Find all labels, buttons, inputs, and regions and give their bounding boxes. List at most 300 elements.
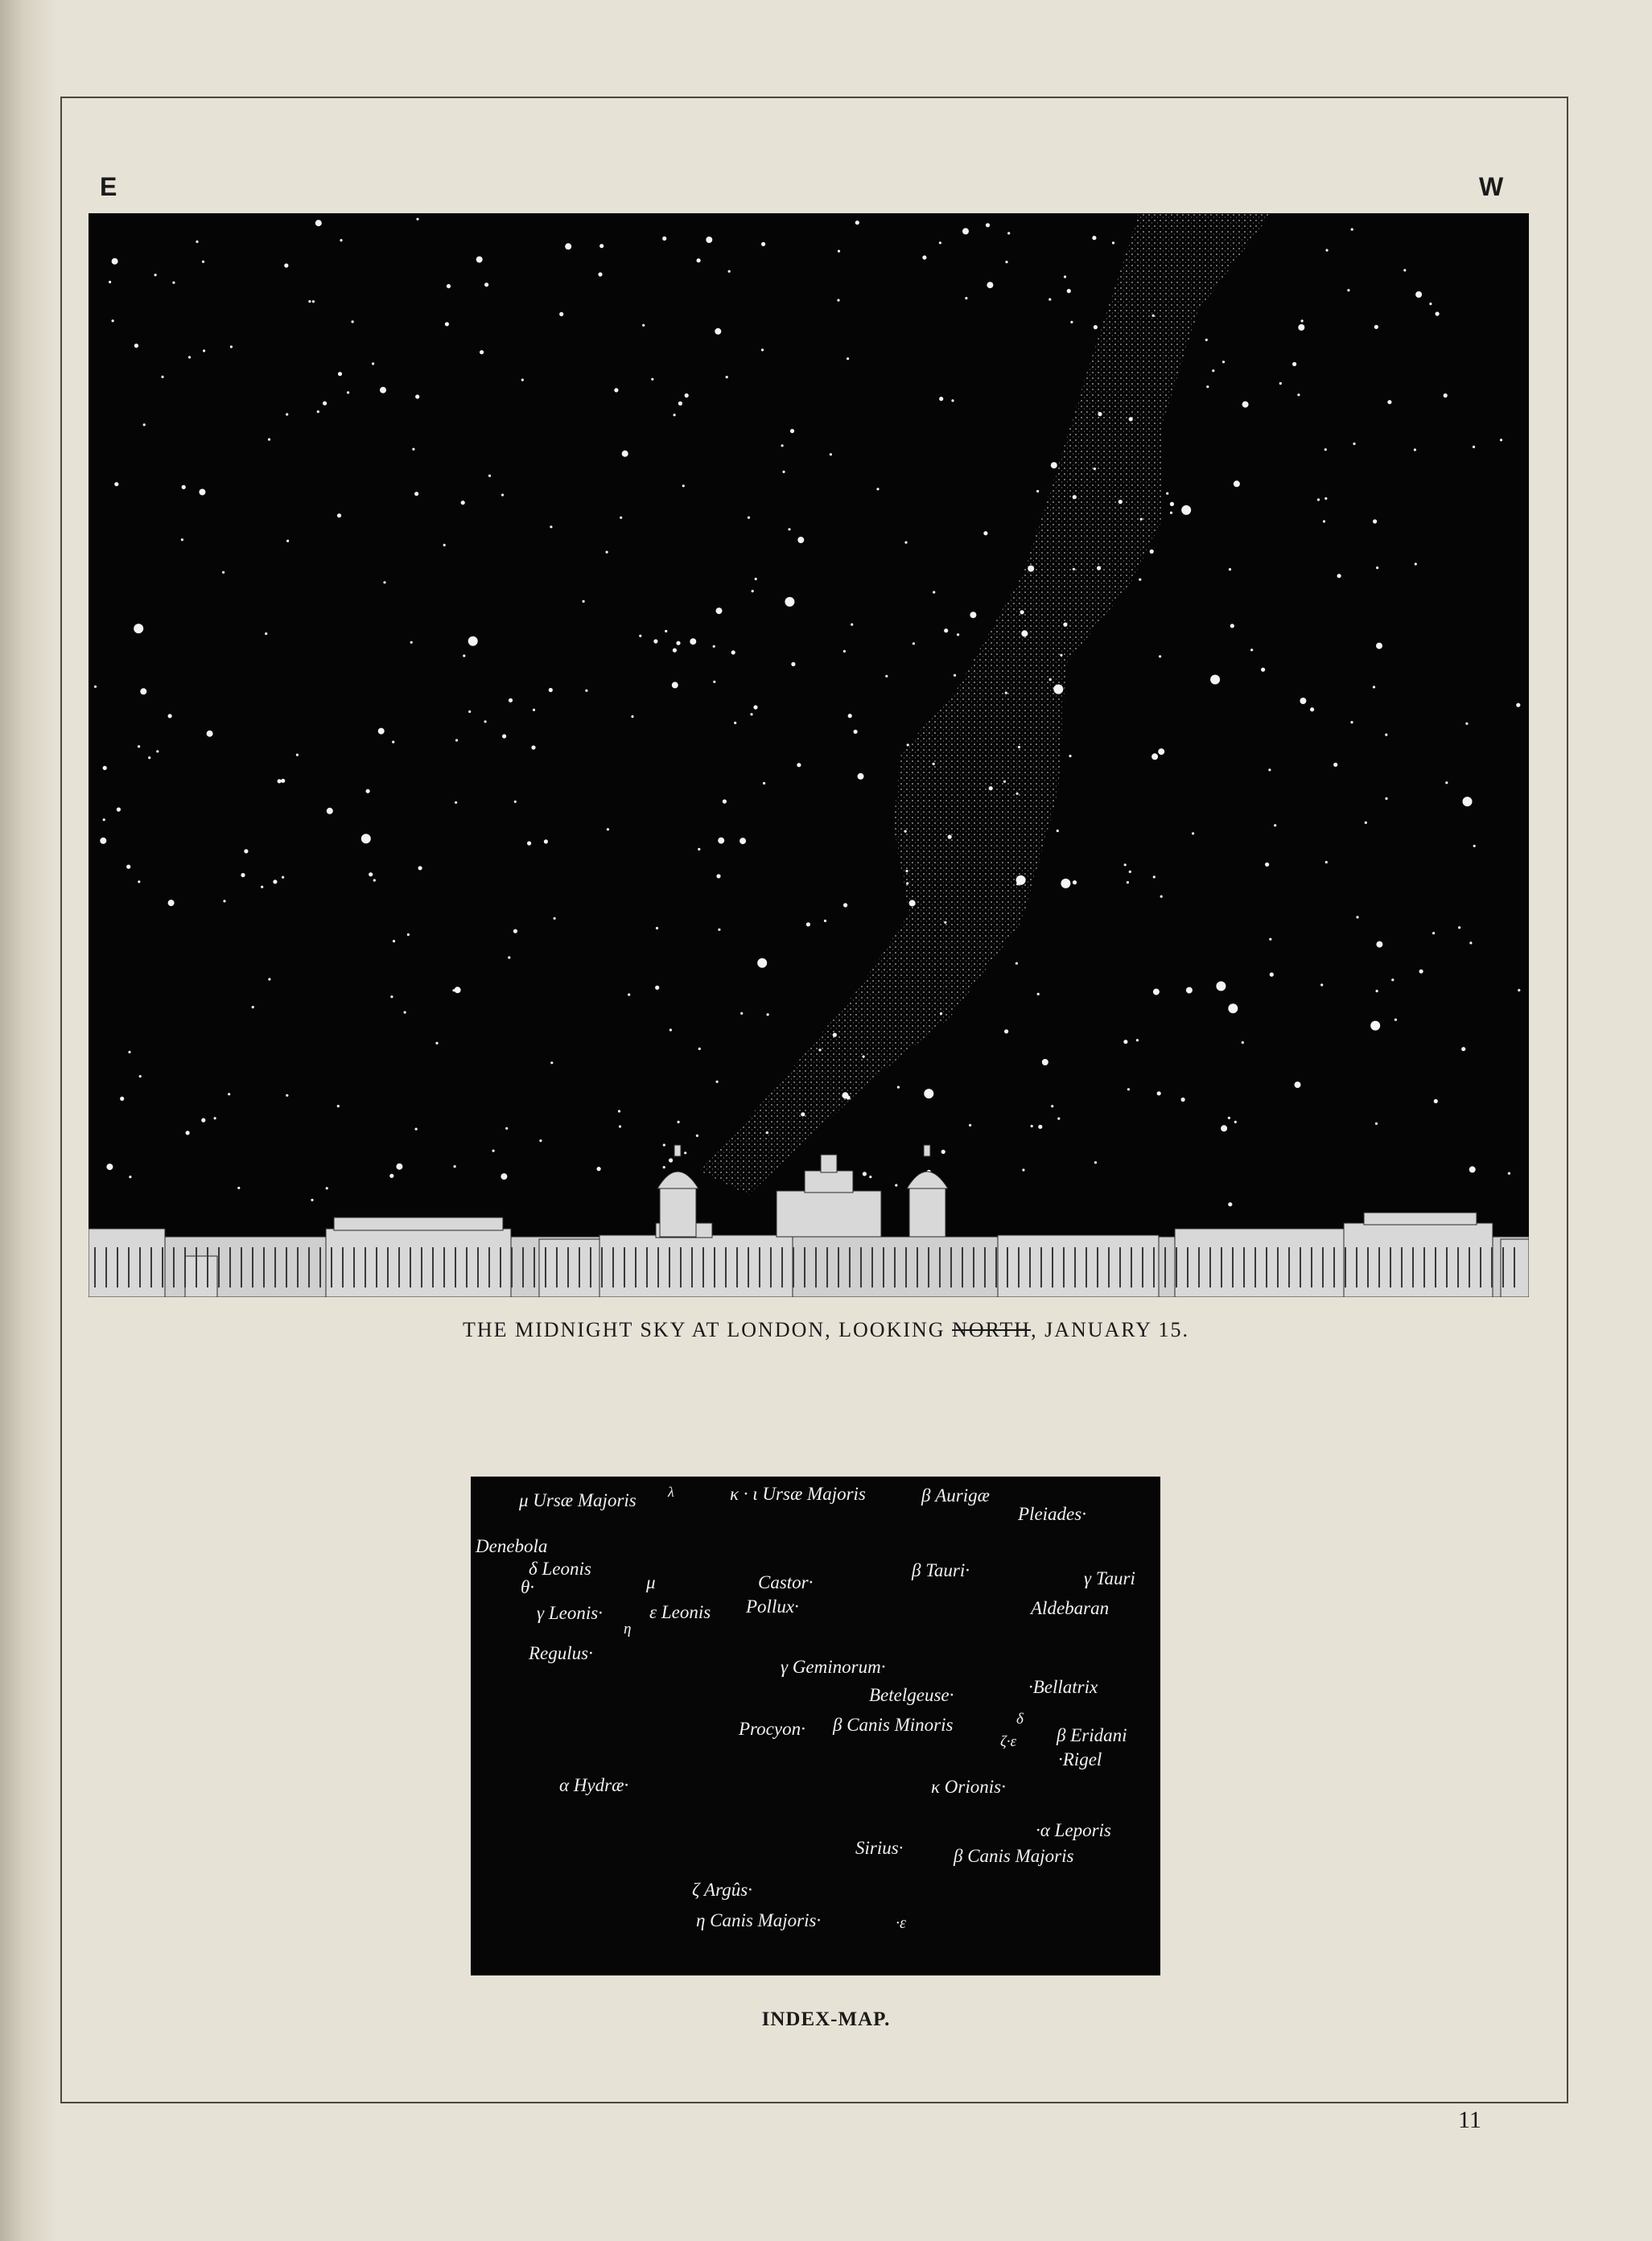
star <box>818 1048 821 1051</box>
star <box>1265 863 1269 867</box>
star <box>1206 385 1209 388</box>
star <box>1016 883 1019 885</box>
star <box>1051 462 1057 468</box>
star <box>843 903 847 907</box>
star <box>897 1086 900 1089</box>
east-label: E <box>100 172 117 201</box>
star <box>373 879 376 881</box>
star <box>1042 1059 1048 1065</box>
index-map-label: δ <box>1016 1711 1024 1728</box>
index-map-label: γ Tauri <box>1084 1568 1135 1588</box>
star <box>188 356 191 358</box>
star <box>199 489 205 496</box>
star <box>1351 229 1353 231</box>
star <box>1061 879 1070 888</box>
star <box>268 978 270 980</box>
star <box>1057 1118 1060 1120</box>
star <box>327 808 333 814</box>
star <box>939 397 943 401</box>
star <box>559 312 563 316</box>
star <box>1229 568 1231 571</box>
star <box>1295 1081 1301 1088</box>
star <box>698 1048 701 1050</box>
star <box>337 513 341 517</box>
index-map-label: Castor· <box>758 1572 814 1592</box>
greenwich-skyline <box>89 1145 1529 1297</box>
star <box>788 528 790 530</box>
star <box>782 471 785 473</box>
star <box>103 818 105 821</box>
star <box>713 681 715 683</box>
star <box>713 645 715 648</box>
star <box>1469 941 1472 944</box>
star <box>1157 1091 1161 1095</box>
star <box>606 551 608 554</box>
star <box>663 1143 665 1146</box>
star <box>1036 490 1039 492</box>
star <box>1373 519 1377 523</box>
star <box>1324 448 1327 451</box>
star <box>941 1150 945 1154</box>
star <box>757 958 767 968</box>
star <box>372 362 374 365</box>
star <box>607 828 609 830</box>
star <box>989 786 993 790</box>
star <box>128 1051 130 1053</box>
star <box>1350 721 1353 723</box>
star <box>228 1093 230 1095</box>
star <box>663 1166 665 1168</box>
star <box>1228 1117 1230 1119</box>
star <box>273 880 277 884</box>
star <box>1092 236 1096 240</box>
star <box>830 453 832 455</box>
star <box>1375 1123 1378 1125</box>
star <box>1124 863 1127 866</box>
star <box>1518 989 1520 991</box>
star <box>1228 1202 1232 1206</box>
star <box>117 807 121 811</box>
star <box>315 220 322 226</box>
star <box>763 782 765 785</box>
star <box>418 866 422 870</box>
star <box>565 243 571 249</box>
star <box>323 402 327 406</box>
star <box>196 241 198 243</box>
star <box>913 642 915 645</box>
star <box>837 299 839 302</box>
star <box>672 682 678 688</box>
star <box>139 1075 142 1077</box>
star <box>1370 1021 1380 1031</box>
star <box>905 870 908 872</box>
index-map-label: θ· <box>521 1577 535 1597</box>
star <box>716 608 723 614</box>
star <box>1292 362 1296 366</box>
star <box>781 444 784 447</box>
star <box>501 1173 507 1180</box>
star <box>933 591 935 593</box>
star <box>415 1128 418 1131</box>
index-map-label: μ <box>646 1572 656 1592</box>
star <box>1473 845 1476 847</box>
star <box>948 834 952 838</box>
star <box>1205 339 1208 341</box>
star <box>244 849 248 853</box>
star <box>1073 568 1075 571</box>
star <box>847 1095 851 1099</box>
star <box>614 388 618 392</box>
star <box>1434 1099 1438 1103</box>
star <box>1094 1161 1097 1164</box>
star <box>669 1158 673 1162</box>
star <box>1376 990 1378 992</box>
index-map-label: ζ·ε <box>1000 1733 1016 1750</box>
star <box>851 624 853 626</box>
star <box>790 429 794 433</box>
star <box>848 714 852 718</box>
star <box>455 801 457 804</box>
star <box>1160 896 1163 898</box>
star <box>1463 797 1473 806</box>
star <box>186 1131 190 1135</box>
star <box>858 773 864 780</box>
star <box>134 344 138 348</box>
star <box>447 284 451 288</box>
star <box>1297 393 1300 396</box>
star <box>1127 881 1129 884</box>
star <box>1269 938 1271 941</box>
star <box>678 1121 680 1123</box>
star <box>1051 1105 1053 1107</box>
star <box>1152 315 1155 317</box>
star <box>1302 325 1304 327</box>
star <box>1037 993 1040 995</box>
star <box>1234 480 1240 487</box>
star <box>514 801 517 803</box>
star <box>488 475 491 477</box>
star <box>895 1184 897 1186</box>
star <box>404 1011 406 1014</box>
star <box>207 731 213 737</box>
star <box>1170 512 1172 514</box>
star <box>1005 692 1007 694</box>
star <box>268 439 270 441</box>
star <box>1097 566 1101 570</box>
star <box>521 379 524 381</box>
star <box>620 517 622 519</box>
star <box>1337 574 1341 578</box>
index-map-label: γ Geminorum· <box>781 1657 886 1677</box>
star <box>906 882 908 884</box>
star <box>1129 871 1131 873</box>
star <box>1414 448 1416 451</box>
index-map-label: Sirius· <box>855 1838 904 1858</box>
star <box>1098 412 1102 416</box>
star <box>755 578 757 580</box>
star <box>1415 291 1422 298</box>
star <box>1242 402 1249 408</box>
star <box>1140 518 1143 521</box>
star <box>642 324 645 327</box>
star <box>1153 989 1160 995</box>
star <box>986 223 990 227</box>
star <box>484 282 488 286</box>
star <box>455 739 458 741</box>
star <box>1048 299 1051 301</box>
star <box>1038 1125 1042 1129</box>
star <box>1353 443 1355 445</box>
star <box>843 650 846 653</box>
index-map-label: Procyon· <box>739 1719 805 1739</box>
star <box>748 517 750 519</box>
star <box>599 244 604 248</box>
star <box>311 1199 313 1201</box>
star <box>416 218 418 220</box>
star <box>598 272 602 276</box>
star <box>261 886 263 888</box>
star <box>698 848 700 851</box>
star <box>1170 502 1174 506</box>
star <box>392 741 394 744</box>
star <box>468 711 471 713</box>
star <box>1395 1019 1397 1021</box>
star <box>1300 698 1306 704</box>
star <box>393 940 395 942</box>
sky-drawing <box>89 213 1529 1297</box>
star <box>138 880 140 883</box>
star <box>1230 624 1234 628</box>
star <box>396 1164 402 1170</box>
star <box>352 320 354 323</box>
star <box>549 688 553 692</box>
star <box>728 270 731 273</box>
star <box>1216 982 1226 991</box>
star <box>1067 289 1071 293</box>
star <box>639 635 641 637</box>
star <box>389 1174 393 1178</box>
index-map-label: λ <box>668 1484 674 1500</box>
star <box>1053 685 1063 694</box>
index-map-label: Regulus· <box>529 1643 593 1663</box>
star <box>286 413 288 415</box>
star <box>987 282 993 288</box>
star <box>282 876 284 879</box>
star <box>361 834 371 843</box>
star <box>752 590 754 592</box>
star <box>1325 249 1328 251</box>
star <box>651 378 653 381</box>
index-map-label: ·ε <box>896 1914 906 1932</box>
star <box>390 995 393 998</box>
star <box>461 501 465 505</box>
star <box>455 987 461 993</box>
sky-caption <box>0 1318 1652 1342</box>
index-map-label: μ Ursæ Majoris <box>519 1490 636 1510</box>
milky-way <box>700 213 1271 1195</box>
star <box>1031 1125 1033 1127</box>
star <box>740 1012 743 1015</box>
star <box>1166 492 1168 495</box>
star <box>1127 1088 1130 1090</box>
star <box>731 650 735 654</box>
star <box>618 1110 620 1112</box>
star <box>1021 630 1028 636</box>
star <box>223 900 225 902</box>
star <box>969 1124 971 1127</box>
star <box>154 274 157 276</box>
index-map-label: η <box>624 1621 632 1637</box>
star <box>278 779 282 783</box>
star <box>114 482 118 486</box>
index-map-label: β Aurigæ <box>921 1485 990 1506</box>
west-label: W <box>1479 172 1504 201</box>
star <box>414 492 418 496</box>
star <box>622 451 628 457</box>
star <box>454 1165 456 1168</box>
index-map-label: ·Bellatrix <box>1028 1677 1098 1697</box>
star <box>312 300 315 303</box>
star <box>237 1187 240 1189</box>
star <box>1007 232 1010 234</box>
star <box>1274 824 1276 826</box>
star <box>726 376 728 378</box>
star <box>940 1012 942 1015</box>
star <box>129 1176 131 1178</box>
star <box>407 933 410 936</box>
star <box>527 841 531 845</box>
star <box>1094 468 1096 470</box>
star <box>1373 686 1375 688</box>
star <box>954 674 956 677</box>
index-map-label: γ Leonis· <box>537 1603 603 1623</box>
star <box>957 633 959 636</box>
star <box>1324 497 1327 500</box>
star <box>1118 500 1123 504</box>
index-map-label: ·α Leporis <box>1036 1820 1111 1840</box>
star <box>1458 926 1460 929</box>
index-map-label: β Tauri· <box>912 1560 970 1580</box>
star <box>112 319 114 322</box>
star <box>1005 261 1007 263</box>
star <box>326 1187 328 1189</box>
star <box>1234 1121 1237 1123</box>
star <box>939 241 941 244</box>
star <box>106 1164 113 1170</box>
star <box>1376 643 1382 649</box>
star <box>1057 830 1059 832</box>
star <box>1136 1039 1139 1041</box>
star <box>156 750 159 752</box>
star <box>286 1094 288 1097</box>
star <box>715 328 721 335</box>
star <box>539 1139 542 1142</box>
star <box>585 690 587 692</box>
star <box>284 263 288 267</box>
star <box>628 994 630 996</box>
star <box>366 789 370 793</box>
star <box>716 1081 719 1083</box>
star <box>1279 382 1282 385</box>
star <box>723 799 727 803</box>
sky-caption-struck-word: NORTH <box>952 1318 1032 1341</box>
star <box>1270 973 1274 977</box>
star <box>1020 610 1024 614</box>
star <box>463 654 465 657</box>
star <box>797 763 801 767</box>
star <box>1151 753 1158 760</box>
index-map-label: β Canis Minoris <box>833 1715 954 1735</box>
star <box>544 839 548 843</box>
star <box>1150 550 1154 554</box>
star <box>168 714 172 718</box>
page-number: 11 <box>1458 2107 1481 2133</box>
star <box>734 722 736 724</box>
star <box>281 779 285 783</box>
star <box>126 865 130 869</box>
star <box>766 1131 768 1134</box>
star <box>203 349 205 352</box>
star <box>1003 781 1006 783</box>
star <box>410 641 413 644</box>
star <box>673 649 677 653</box>
star <box>1376 941 1382 948</box>
star <box>308 300 311 303</box>
star <box>347 391 349 393</box>
star <box>716 874 720 878</box>
star <box>554 917 556 920</box>
star <box>1500 439 1502 441</box>
star <box>662 237 666 241</box>
star <box>509 698 513 702</box>
star <box>676 641 680 645</box>
star <box>1192 832 1194 834</box>
star <box>962 228 969 234</box>
index-map-label: κ · ι Ursæ Majoris <box>730 1484 866 1504</box>
star <box>697 258 701 262</box>
star <box>1181 1098 1185 1102</box>
star <box>665 630 667 632</box>
star <box>983 531 987 535</box>
star <box>1465 723 1468 725</box>
star <box>222 571 225 574</box>
star <box>904 542 907 544</box>
index-map-label: Pollux· <box>746 1596 799 1617</box>
star <box>753 705 757 709</box>
star <box>863 1172 867 1176</box>
star <box>801 1112 805 1116</box>
star <box>1323 520 1325 522</box>
star <box>241 873 245 877</box>
star <box>435 1042 438 1044</box>
star <box>161 376 163 378</box>
star <box>1228 1003 1238 1013</box>
star <box>1250 649 1253 651</box>
star <box>1385 734 1387 736</box>
star <box>847 357 849 360</box>
star <box>1159 655 1161 657</box>
star <box>1221 1125 1227 1131</box>
star <box>833 1033 837 1037</box>
star <box>1325 861 1328 863</box>
star <box>1473 446 1475 448</box>
index-map <box>471 1477 1160 1975</box>
star <box>806 922 810 926</box>
page-edge <box>0 0 56 2241</box>
star <box>112 258 118 265</box>
star <box>533 709 535 711</box>
star <box>1261 668 1265 672</box>
